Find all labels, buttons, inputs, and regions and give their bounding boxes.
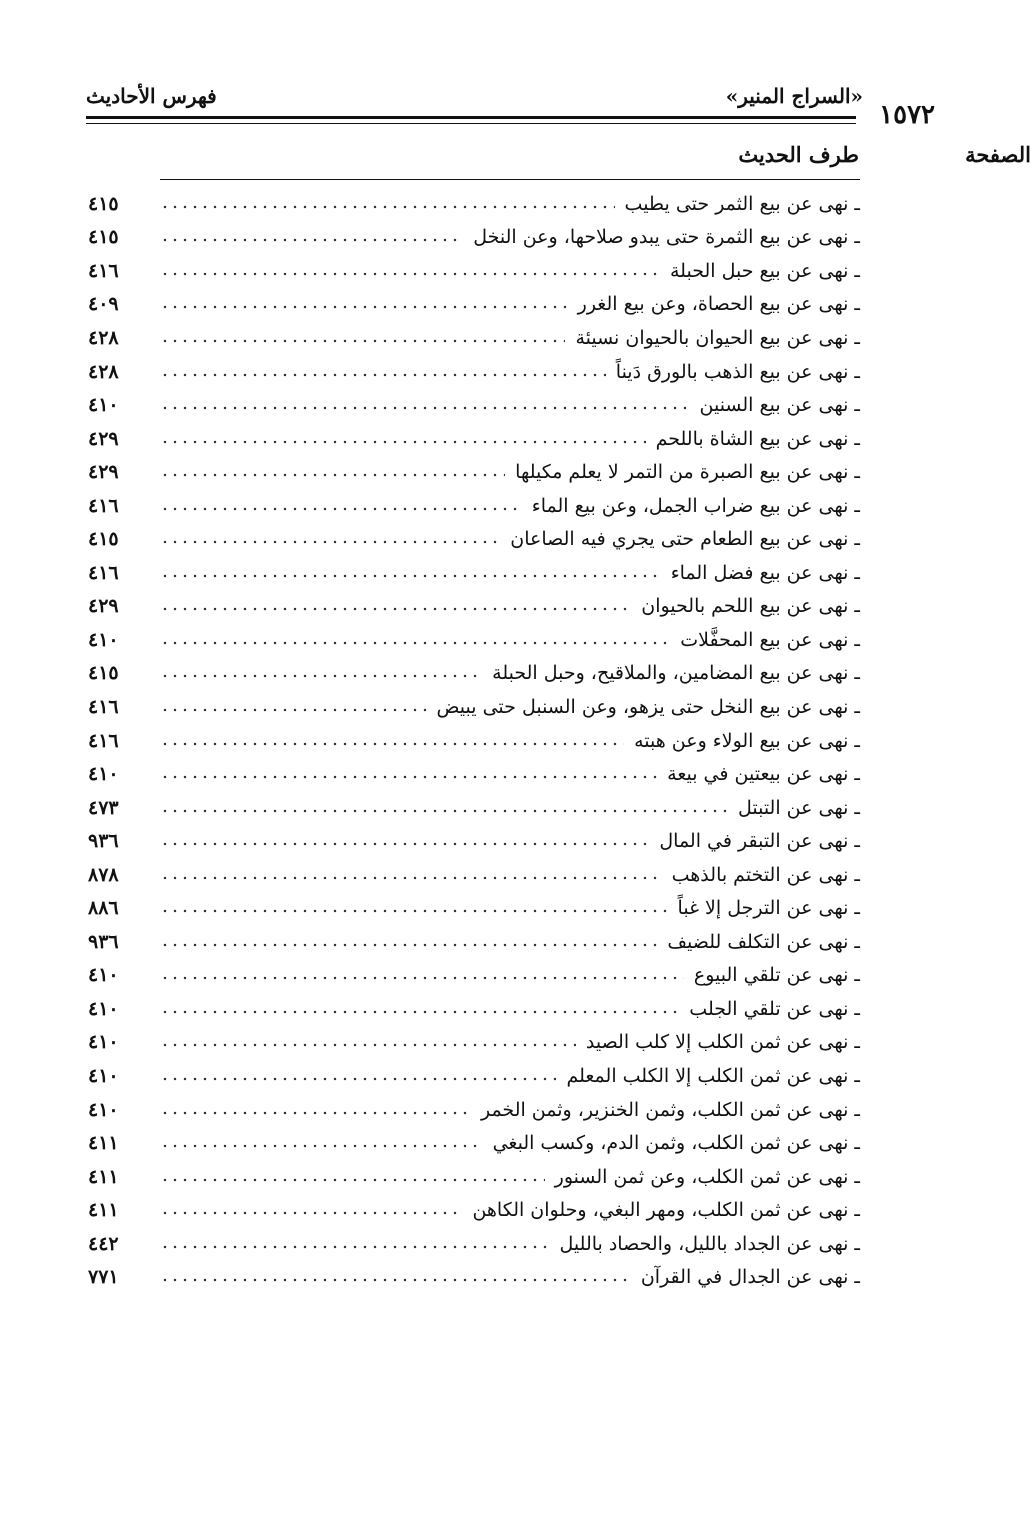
index-entry xyxy=(86,623,860,657)
page-reference: ٤١٠ xyxy=(88,628,119,651)
hadith-text: ـ نهى عن بيع المحفَّلات xyxy=(680,628,860,651)
page-reference: ٤٧٣ xyxy=(88,796,119,819)
dot-leader xyxy=(160,271,660,277)
dot-leader xyxy=(160,1009,679,1015)
dot-leader xyxy=(160,1210,462,1216)
page-reference: ٤١٦ xyxy=(88,695,119,718)
hadith-text: ـ نهى عن ثمن الكلب، ومهر البغي، وحلوان الكاهن xyxy=(472,1199,860,1222)
hadith-text: ـ نهى عن الترجل إلا غباً xyxy=(677,897,860,920)
page-reference: ٤١٦ xyxy=(88,561,119,584)
index-entry xyxy=(86,221,860,255)
index-entry xyxy=(86,489,860,523)
index-entry xyxy=(86,254,860,288)
index-entry xyxy=(86,187,860,221)
page-reference: ٤١١ xyxy=(88,1199,119,1222)
index-entry xyxy=(86,1059,860,1093)
dot-leader xyxy=(160,606,631,612)
page-reference: ٩٣٦ xyxy=(88,930,119,953)
hadith-text: ـ نهى عن بيع الحصاة، وعن بيع الغرر xyxy=(577,293,860,316)
dot-leader xyxy=(160,841,649,847)
index-entry xyxy=(86,355,860,389)
page-reference: ٤٢٨ xyxy=(88,326,119,349)
index-entry xyxy=(86,959,860,993)
hadith-text: ـ نهى عن التبقر في المال xyxy=(659,830,860,853)
page-reference: ٤٢٩ xyxy=(88,427,119,450)
dot-leader xyxy=(160,237,463,243)
hadith-index-list xyxy=(86,187,860,1294)
index-entry xyxy=(86,791,860,825)
dot-leader xyxy=(160,1177,545,1183)
index-entry xyxy=(86,724,860,758)
hadith-text: ـ نهى عن بيع المضامين، والملاقيح، وحبل الحبلة xyxy=(492,662,860,685)
index-entry xyxy=(86,522,860,556)
hadith-text: ـ نهى عن ثمن الكلب إلا كلب الصيد xyxy=(585,1031,860,1054)
hadith-text: ـ نهى عن التبتل xyxy=(737,796,860,819)
hadith-text: ـ نهى عن الجداد بالليل، والحصاد بالليل xyxy=(559,1232,860,1255)
dot-leader xyxy=(160,439,646,445)
hadith-text: ـ نهى عن بيع الثمرة حتى يبدو صلاحها، وعن النخل xyxy=(473,226,860,249)
page-reference: ٤١٥ xyxy=(88,226,119,249)
hadith-text: ـ نهى عن تلقي البيوع xyxy=(693,964,860,987)
index-entry xyxy=(86,455,860,489)
hadith-text: ـ نهى عن تلقي الجلب xyxy=(689,997,860,1020)
page-reference: ٤١٠ xyxy=(88,394,119,417)
hadith-text: ـ نهى عن بيع الصبرة من التمر لا يعلم مكيلها xyxy=(515,461,860,484)
running-header xyxy=(86,84,863,114)
dot-leader xyxy=(160,1143,483,1149)
index-entry xyxy=(86,1126,860,1160)
page-reference: ٤١٦ xyxy=(88,729,119,752)
dot-leader xyxy=(160,808,728,814)
index-entry xyxy=(86,321,860,355)
hadith-text: ـ نهى عن ثمن الكلب إلا الكلب المعلم xyxy=(566,1064,860,1087)
index-entry xyxy=(86,422,860,456)
dot-leader xyxy=(160,1244,550,1250)
hadith-text: ـ نهى عن بيع النخل حتى يزهو، وعن السنبل حتى يبيض xyxy=(436,695,860,718)
dot-leader xyxy=(160,1277,631,1283)
page-reference: ٤٢٩ xyxy=(88,461,119,484)
dot-leader xyxy=(160,539,500,545)
dot-leader xyxy=(160,1110,471,1116)
page-reference: ٤٤٢ xyxy=(88,1232,119,1255)
page-reference: ٤١٠ xyxy=(88,1098,119,1121)
dot-leader xyxy=(160,640,670,646)
page-reference: ٤٠٩ xyxy=(88,293,119,316)
page-reference: ٤١٠ xyxy=(88,964,119,987)
index-entry xyxy=(86,925,860,959)
hadith-column-header: طرف الحديث xyxy=(738,142,859,167)
page-reference: ٤١٠ xyxy=(88,997,119,1020)
section-title: فهرس الأحاديث xyxy=(86,84,217,108)
index-entry xyxy=(86,388,860,422)
index-entry xyxy=(86,590,860,624)
page-reference: ٤١٦ xyxy=(88,259,119,282)
page-reference: ٤١٥ xyxy=(88,528,119,551)
index-entry xyxy=(86,858,860,892)
hadith-text: ـ نهى عن ثمن الكلب، وثمن الدم، وكسب البغي xyxy=(492,1132,860,1155)
index-entry xyxy=(86,556,860,590)
page-reference: ٤١٠ xyxy=(88,763,119,786)
page-reference: ٤١٠ xyxy=(88,1064,119,1087)
hadith-text: ـ نهى عن بيع السنين xyxy=(699,394,860,417)
index-entry xyxy=(86,1093,860,1127)
page-reference: ٧٧١ xyxy=(88,1266,119,1289)
hadith-text: ـ نهى عن بيع الذهب بالورق دَيناً xyxy=(615,360,860,383)
page-reference: ٤١٦ xyxy=(88,494,119,517)
hadith-text: ـ نهى عن بيع فضل الماء xyxy=(670,561,860,584)
hadith-text: ـ نهى عن بيع الحيوان بالحيوان نسيئة xyxy=(575,326,860,349)
index-entry xyxy=(86,657,860,691)
book-title: «السراج المنير» xyxy=(725,84,863,108)
hadith-text: ـ نهى عن التختم بالذهب xyxy=(671,863,860,886)
hadith-text: ـ نهى عن بيع الثمر حتى يطيب xyxy=(624,192,860,215)
hadith-text: ـ نهى عن بيع الولاء وعن هبته xyxy=(634,729,860,752)
index-entry xyxy=(86,1193,860,1227)
page-reference: ٤١٠ xyxy=(88,1031,119,1054)
hadith-text: ـ نهى عن بيع اللحم بالحيوان xyxy=(641,595,860,618)
dot-leader xyxy=(160,908,668,914)
hadith-text: ـ نهى عن بيع ضراب الجمل، وعن بيع الماء xyxy=(531,494,860,517)
page-number: ١٥٧٢ xyxy=(879,100,935,130)
page-reference: ٤١٥ xyxy=(88,192,119,215)
index-entry xyxy=(86,1026,860,1060)
index-entry xyxy=(86,1261,860,1295)
dot-leader xyxy=(160,338,565,344)
page-reference: ٨٧٨ xyxy=(88,863,119,886)
dot-leader xyxy=(160,1076,556,1082)
index-entry xyxy=(86,1227,860,1261)
page-reference: ٤٢٩ xyxy=(88,595,119,618)
dot-leader xyxy=(160,405,690,411)
hadith-text: ـ نهى عن ثمن الكلب، وثمن الخنزير، وثمن الخمر xyxy=(480,1098,860,1121)
page-reference: ٤١١ xyxy=(88,1165,119,1188)
dot-leader xyxy=(160,741,624,747)
hadith-text: ـ نهى عن بيعتين في بيعة xyxy=(667,763,860,786)
page-reference: ٨٨٦ xyxy=(88,897,119,920)
page-reference: ٤٢٨ xyxy=(88,360,119,383)
header-rule-thin xyxy=(86,123,856,124)
column-header-rule xyxy=(160,179,860,180)
dot-leader xyxy=(160,707,427,713)
index-entry xyxy=(86,690,860,724)
dot-leader xyxy=(160,372,606,378)
dot-leader xyxy=(160,573,661,579)
dot-leader xyxy=(160,942,657,948)
page-reference: ٩٣٦ xyxy=(88,830,119,853)
page-column-header: الصفحة xyxy=(965,142,1031,167)
dot-leader xyxy=(160,304,568,310)
dot-leader xyxy=(160,472,505,478)
page-reference: ٤١١ xyxy=(88,1132,119,1155)
dot-leader xyxy=(160,875,662,881)
header-rule-thick xyxy=(86,116,856,119)
hadith-text: ـ نهى عن بيع حبل الحبلة xyxy=(670,259,860,282)
hadith-text: ـ نهى عن التكلف للضيف xyxy=(667,930,860,953)
page-reference: ٤١٥ xyxy=(88,662,119,685)
index-entry xyxy=(86,757,860,791)
dot-leader xyxy=(160,673,482,679)
hadith-text: ـ نهى عن بيع الطعام حتى يجري فيه الصاعان xyxy=(510,528,860,551)
hadith-text: ـ نهى عن بيع الشاة باللحم xyxy=(655,427,860,450)
index-entry xyxy=(86,824,860,858)
dot-leader xyxy=(160,975,684,981)
dot-leader xyxy=(160,506,522,512)
index-entry xyxy=(86,992,860,1026)
index-entry xyxy=(86,891,860,925)
hadith-text: ـ نهى عن ثمن الكلب، وعن ثمن السنور xyxy=(554,1165,860,1188)
dot-leader xyxy=(160,774,657,780)
index-entry xyxy=(86,1160,860,1194)
dot-leader xyxy=(160,1042,576,1048)
index-entry xyxy=(86,288,860,322)
hadith-text: ـ نهى عن الجدال في القرآن xyxy=(640,1266,860,1289)
dot-leader xyxy=(160,204,615,210)
